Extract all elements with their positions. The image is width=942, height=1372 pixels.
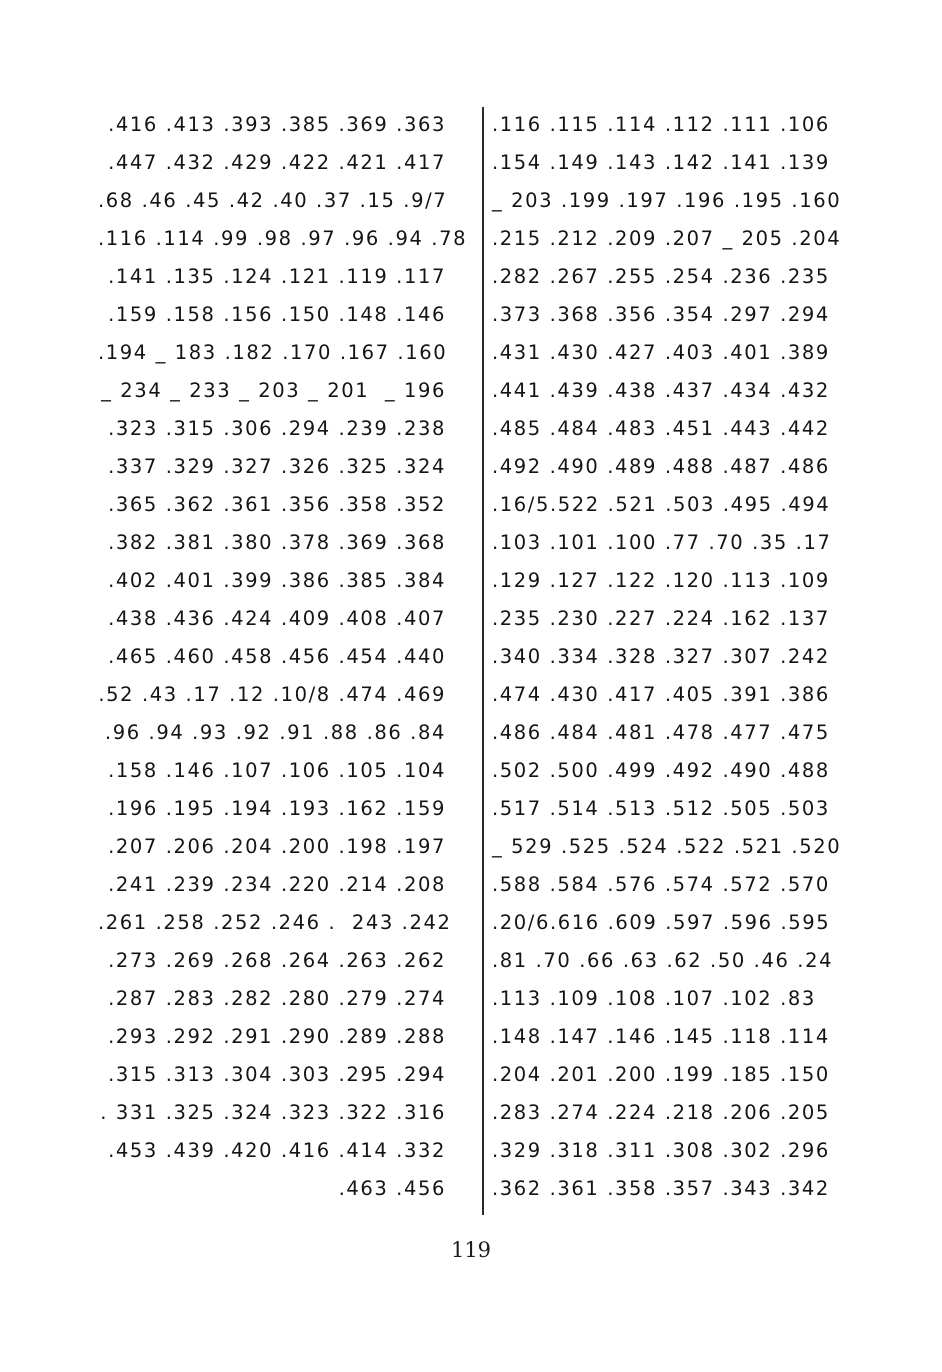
index-line: _ 203 .199 .197 .196 .195 .160 [492, 189, 842, 212]
index-line: .431 .430 .427 .403 .401 .389 [492, 341, 830, 364]
index-line: .441 .439 .438 .437 .434 .432 [492, 379, 830, 402]
index-line: .382 .381 .380 .378 .369 .368 [108, 531, 446, 554]
index-line: .52 .43 .17 .12 .10/8 .474 .469 [98, 683, 446, 706]
index-line: .129 .127 .122 .120 .113 .109 [492, 569, 830, 592]
index-line: .204 .201 .200 .199 .185 .150 [492, 1063, 830, 1086]
index-line: .96 .94 .93 .92 .91 .88 .86 .84 [104, 721, 446, 744]
index-line: .447 .432 .429 .422 .421 .417 [108, 151, 446, 174]
index-line: .159 .158 .156 .150 .148 .146 [108, 303, 446, 326]
index-line: .103 .101 .100 .77 .70 .35 .17 [492, 531, 832, 554]
index-line: .141 .135 .124 .121 .119 .117 [108, 265, 446, 288]
index-line: .453 .439 .420 .416 .414 .332 [108, 1139, 446, 1162]
index-line: .20/6.616 .609 .597 .596 .595 [492, 911, 831, 934]
index-line: .116 .115 .114 .112 .111 .106 [492, 113, 830, 136]
index-line: .463 .456 [338, 1177, 446, 1200]
index-line: .337 .329 .327 .326 .325 .324 [108, 455, 446, 478]
index-line: .282 .267 .255 .254 .236 .235 [492, 265, 830, 288]
index-line: .340 .334 .328 .327 .307 .242 [492, 645, 830, 668]
index-line: .158 .146 .107 .106 .105 .104 [108, 759, 446, 782]
page-number: 119 [450, 1238, 492, 1262]
index-line: .486 .484 .481 .478 .477 .475 [492, 721, 830, 744]
index-line: .362 .361 .358 .357 .343 .342 [492, 1177, 830, 1200]
index-line: .283 .274 .224 .218 .206 .205 [492, 1101, 830, 1124]
index-line: .315 .313 .304 .303 .295 .294 [108, 1063, 446, 1086]
index-line: .273 .269 .268 .264 .263 .262 [108, 949, 446, 972]
index-line: .323 .315 .306 .294 .239 .238 [108, 417, 446, 440]
left-column-index [98, 106, 468, 1208]
index-line: .373 .368 .356 .354 .297 .294 [492, 303, 830, 326]
index-line: . 331 .325 .324 .323 .322 .316 [100, 1101, 446, 1124]
index-line: .492 .490 .489 .488 .487 .486 [492, 455, 830, 478]
index-line: .402 .401 .399 .386 .385 .384 [108, 569, 446, 592]
index-line: .485 .484 .483 .451 .443 .442 [492, 417, 830, 440]
index-line: .287 .283 .282 .280 .279 .274 [108, 987, 446, 1010]
index-line: .116 .114 .99 .98 .97 .96 .94 .78 [98, 227, 468, 250]
index-line: .502 .500 .499 .492 .490 .488 [492, 759, 830, 782]
index-line: _ 529 .525 .524 .522 .521 .520 [492, 835, 842, 858]
index-line: .148 .147 .146 .145 .118 .114 [492, 1025, 830, 1048]
index-line: _ 234 _ 233 _ 203 _ 201 _ 196 [101, 379, 446, 402]
index-line: .588 .584 .576 .574 .572 .570 [492, 873, 830, 896]
index-line: .154 .149 .143 .142 .141 .139 [492, 151, 830, 174]
index-line: .113 .109 .108 .107 .102 .83 [492, 987, 816, 1010]
index-line: .438 .436 .424 .409 .408 .407 [108, 607, 446, 630]
index-line: .261 .258 .252 .246 . 243 .242 [98, 911, 452, 934]
index-line: .474 .430 .417 .405 .391 .386 [492, 683, 830, 706]
index-line: .329 .318 .311 .308 .302 .296 [492, 1139, 830, 1162]
index-line: .207 .206 .204 .200 .198 .197 [108, 835, 446, 858]
index-line: .81 .70 .66 .63 .62 .50 .46 .24 [492, 949, 834, 972]
index-line: .465 .460 .458 .456 .454 .440 [108, 645, 446, 668]
index-line: .241 .239 .234 .220 .214 .208 [108, 873, 446, 896]
column-divider [482, 107, 484, 1215]
right-column-index [488, 106, 842, 1208]
index-line: .365 .362 .361 .356 .358 .352 [108, 493, 446, 516]
index-line: .416 .413 .393 .385 .369 .363 [108, 113, 446, 136]
index-line: .235 .230 .227 .224 .162 .137 [492, 607, 830, 630]
index-line: .293 .292 .291 .290 .289 .288 [108, 1025, 446, 1048]
index-line: .68 .46 .45 .42 .40 .37 .15 .9/7 [98, 189, 448, 212]
index-line: .196 .195 .194 .193 .162 .159 [108, 797, 446, 820]
index-line: .16/5.522 .521 .503 .495 .494 [492, 493, 831, 516]
index-line: .517 .514 .513 .512 .505 .503 [492, 797, 830, 820]
index-line: .194 _ 183 .182 .170 .167 .160 [98, 341, 448, 364]
index-line: .215 .212 .209 .207 _ 205 .204 [492, 227, 842, 250]
